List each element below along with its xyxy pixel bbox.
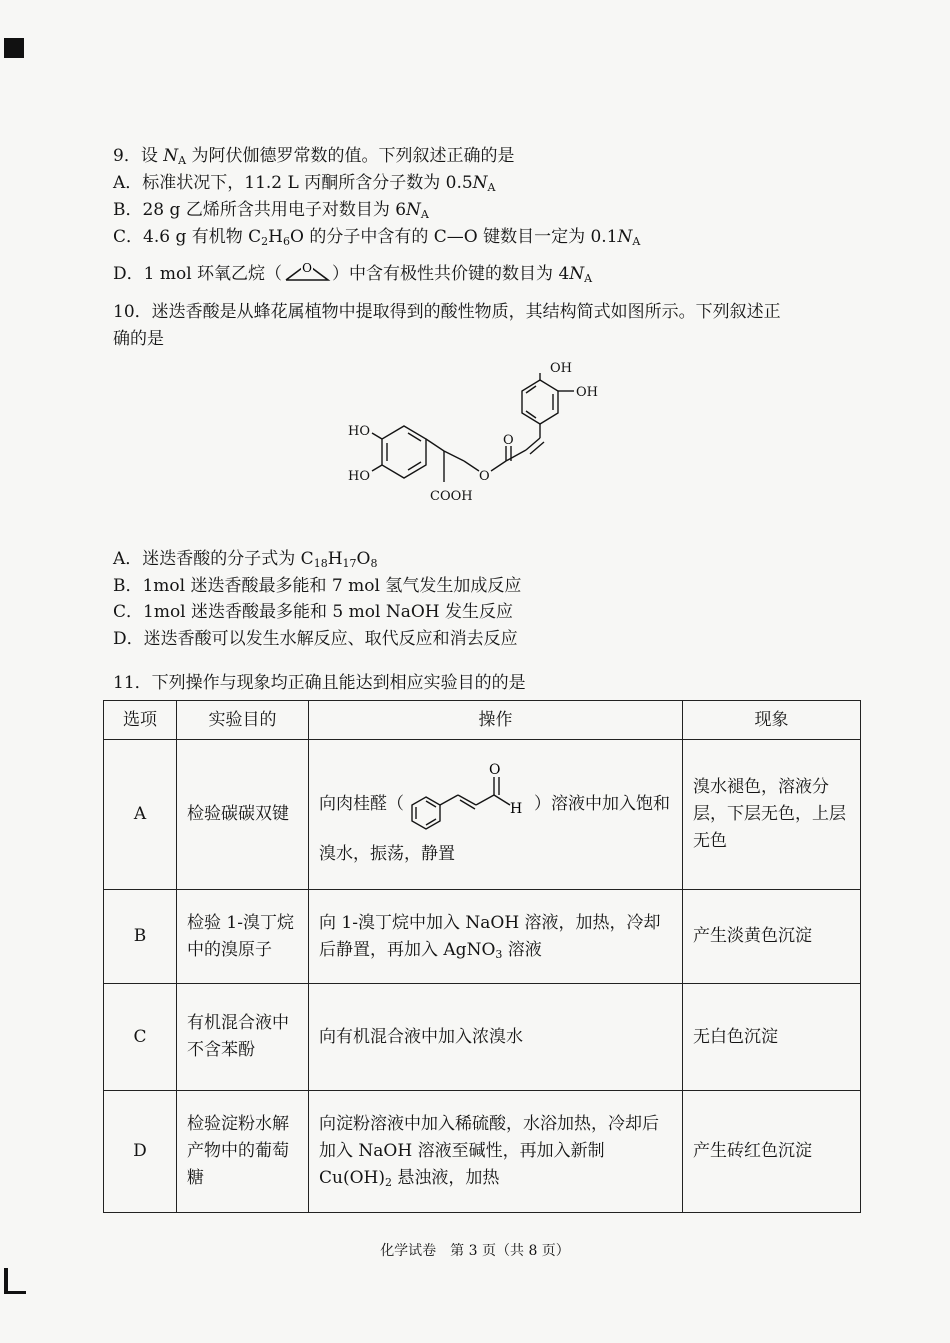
q10-option-b[interactable]: B．1mol 迷迭香酸最多能和 7 mol 氢气发生加成反应 (113, 576, 522, 596)
q9-option-c[interactable]: C．4.6 g 有机物 $C_2H_6O$ 的分子中含有的 C—O 键数目一定为 $0.1N_A$ (113, 227, 641, 248)
q10-option-a[interactable]: A．迷迭香酸的分子式为 $C_{18}H_{17}O_8$ (113, 549, 378, 570)
row-a-option: A (104, 740, 177, 890)
aldehyde-h-label: H (510, 801, 523, 817)
q11-stem: 11．下列操作与现象均正确且能达到相应实验目的的是 (113, 673, 526, 693)
table-row[interactable] (104, 890, 861, 984)
row-a-operation: 向肉桂醛（ O H ）溶液中加入饱和 溴水，振荡，静置 (309, 740, 683, 890)
rosmarinic-acid-structure (340, 358, 620, 518)
epoxy-o-label: O (302, 261, 312, 275)
row-d-option: D (104, 1091, 177, 1213)
q9-option-b[interactable]: B．28 g 乙烯所含共用电子对数目为 $6N_A$ (113, 200, 429, 221)
table-row[interactable] (104, 740, 861, 890)
carbonyl-o-label: O (503, 433, 514, 448)
ho-label-bottom: HO (348, 469, 370, 484)
row-c-phenomenon: 无白色沉淀 (683, 984, 861, 1091)
header-operation: 操作 (309, 701, 683, 740)
row-a-phenomenon: 溴水褪色，溶液分层，下层无色，上层无色 (683, 740, 861, 890)
epoxyethane-structure (282, 261, 332, 283)
header-option: 选项 (104, 701, 177, 740)
row-a-purpose: 检验碳碳双键 (177, 740, 309, 890)
q9-option-d[interactable]: D．1 mol 环氧乙烷（ O ）中含有极性共价键的数目为 $4N_A$ (113, 261, 593, 285)
cinnamaldehyde-structure (404, 761, 534, 831)
experiment-table (103, 700, 861, 1213)
row-b-purpose: 检验 1-溴丁烷中的溴原子 (177, 890, 309, 984)
table-row[interactable] (104, 984, 861, 1091)
row-b-option: B (104, 890, 177, 984)
q10-option-c[interactable]: C．1mol 迷迭香酸最多能和 5 mol NaOH 发生反应 (113, 602, 514, 622)
ho-label-top: HO (348, 424, 370, 439)
row-c-option: C (104, 984, 177, 1091)
q10-stem-line2: 确的是 (113, 329, 164, 349)
oh-label-right: OH (576, 385, 598, 400)
header-purpose: 实验目的 (177, 701, 309, 740)
ester-o-label: O (479, 469, 490, 484)
aldehyde-o-label: O (489, 762, 501, 778)
row-d-phenomenon: 产生砖红色沉淀 (683, 1091, 861, 1213)
row-c-purpose: 有机混合液中不含苯酚 (177, 984, 309, 1091)
row-c-operation: 向有机混合液中加入浓溴水 (309, 984, 683, 1091)
q9-option-a[interactable]: A．标准状况下，11.2 L 丙酮所含分子数为 $0.5N_A$ (113, 173, 496, 194)
corner-mark-top-left (4, 38, 24, 58)
row-b-phenomenon: 产生淡黄色沉淀 (683, 890, 861, 984)
page-footer: 化学试卷 第 3 页（共 8 页） (380, 1243, 570, 1259)
cooh-label: COOH (430, 489, 473, 504)
q10-stem-line1: 10．迷迭香酸是从蜂花属植物中提取得到的酸性物质，其结构简式如图所示。下列叙述正 (113, 302, 781, 322)
oh-label-top: OH (550, 361, 572, 376)
header-phenomenon: 现象 (683, 701, 861, 740)
table-row[interactable] (104, 1091, 861, 1213)
table-header-row (104, 701, 861, 740)
q10-option-d[interactable]: D．迷迭香酸可以发生水解反应、取代反应和消去反应 (113, 629, 518, 649)
row-d-purpose: 检验淀粉水解产物中的葡萄糖 (177, 1091, 309, 1213)
q9-stem: 9．设 $N_A$ 为阿伏伽德罗常数的值。下列叙述正确的是 (113, 146, 515, 167)
row-b-operation: 向 1-溴丁烷中加入 NaOH 溶液，加热，冷却后静置，再加入 AgNO$_3$ 溶液 (309, 890, 683, 984)
corner-mark-bottom-left-foot (4, 1291, 26, 1294)
row-d-operation: 向淀粉溶液中加入稀硫酸，水浴加热，冷却后加入 NaOH 溶液至碱性，再加入新制 $Cu(OH)_2$ 悬浊液，加热 (309, 1091, 683, 1213)
